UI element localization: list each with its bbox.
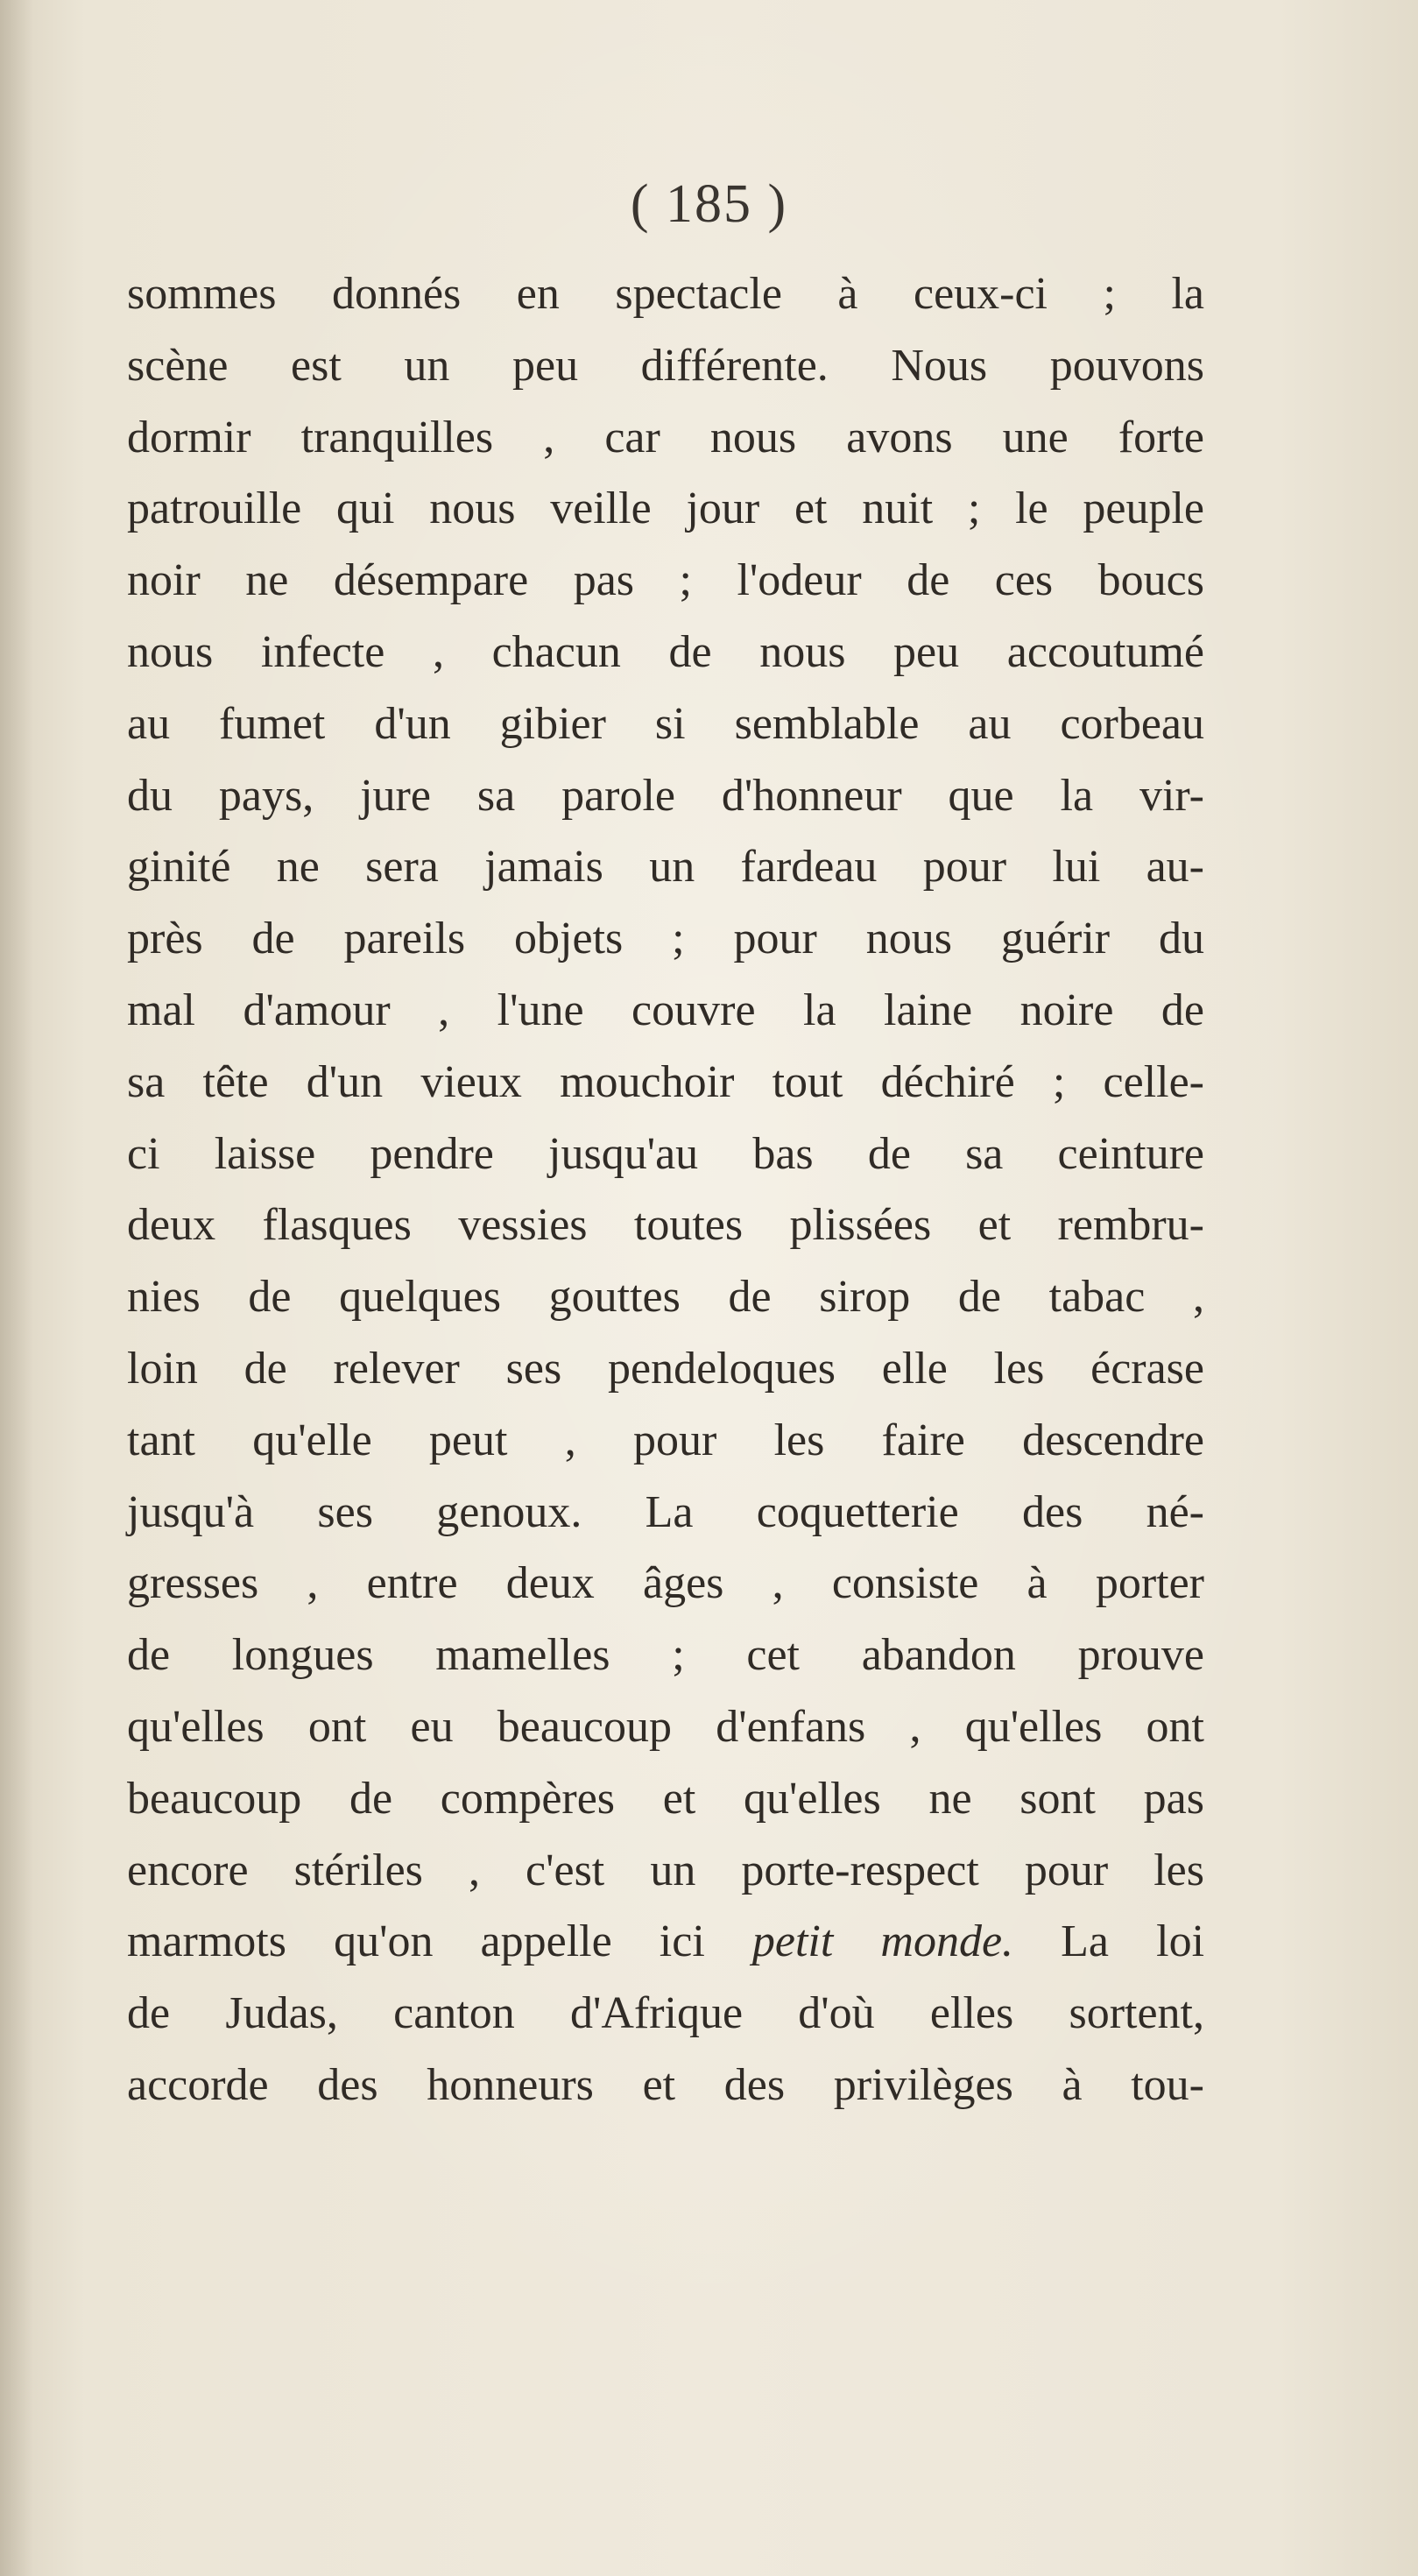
text-line: nous infecte , chacun de nous peu accoutumé [127,626,1204,677]
text-line-with-italic [127,1906,1204,1978]
text-line: noir ne désempare pas ; l'odeur de ces boucs [127,555,1204,606]
text-line: de Judas, canton d'Afrique d'où elles sortent, [127,1988,1204,2039]
text-line: accorde des honneurs et des privilèges à tou- [127,2059,1204,2110]
text-line: scène est un peu différente. Nous pouvons [127,340,1204,391]
text-line: gresses , entre deux âges , consiste à porter [127,1558,1204,1609]
text-line: ginité ne sera jamais un fardeau pour lui au- [127,842,1204,893]
text-line: sommes donnés en spectacle à ceux-ci ; la [127,269,1204,319]
text-line: nies de quelques gouttes de sirop de tabac , [127,1272,1204,1323]
text-line: loin de relever ses pendeloques elle les écrase [127,1343,1204,1394]
text-line: jusqu'à ses genoux. La coquetterie des né- [127,1486,1204,1537]
text-line: encore stériles , c'est un porte-respect pour les [127,1845,1204,1895]
body-text [127,258,1204,2121]
text-line: tant qu'elle peut , pour les faire descendre [127,1415,1204,1465]
text-line: de longues mamelles ; cet abandon prouve [127,1630,1204,1681]
italic-phrase: petit monde. [751,1916,1014,1967]
text-line: du pays, jure sa parole d'honneur que la vir- [127,770,1204,821]
text-line: dormir tranquilles , car nous avons une forte [127,412,1204,462]
text-line: près de pareils objets ; pour nous guérir du [127,914,1204,964]
text-line: sa tête d'un vieux mouchoir tout déchiré ; celle- [127,1056,1204,1107]
text-line: au fumet d'un gibier si semblable au corbeau [127,698,1204,749]
text-line: patrouille qui nous veille jour et nuit ; le peuple [127,483,1204,534]
page-number: ( 185 ) [630,174,788,234]
text-fragment: marmots qu'on appelle ici [127,1916,705,1967]
text-line: qu'elles ont eu beaucoup d'enfans , qu'elles ont [127,1701,1204,1752]
text-line: mal d'amour , l'une couvre la laine noire de [127,985,1204,1035]
text-line: deux flasques vessies toutes plissées et rembru- [127,1200,1204,1251]
text-line: ci laisse pendre jusqu'au bas de sa ceinture [127,1128,1204,1179]
text-line: beaucoup de compères et qu'elles ne sont pas [127,1773,1204,1824]
text-fragment: La loi [1061,1916,1205,1967]
